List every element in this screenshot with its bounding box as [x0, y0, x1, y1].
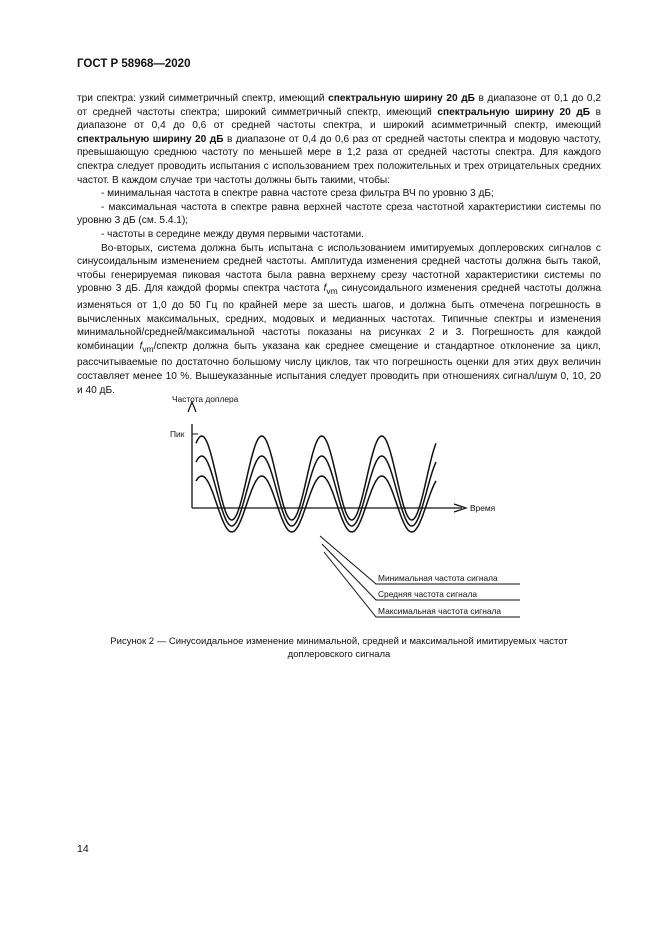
paragraph-sinusoidal — [77, 242, 601, 398]
page-number: 14 — [77, 843, 89, 855]
p1-bold-c: спектральную ширину 20 дБ — [77, 133, 224, 145]
peak-label: Пик — [170, 429, 185, 439]
legend-max: Максимальная частота сигнала — [378, 606, 502, 616]
p1-text-b: в диапазоне от 0,1 до 0,2 от средней частоты спектра; широкий симметричный спектр, имеющий — [77, 93, 602, 118]
caption-line-2: доплеровского сигнала — [287, 648, 391, 660]
p2-symbol-f2: f — [139, 340, 143, 352]
sinusoid-diagram — [150, 390, 530, 630]
figure-2 — [150, 390, 530, 630]
p1-text-c: в диапазоне от 0,4 до 0,6 от средней частоты спектра, и широкий асимметричный спектр, имеющий — [77, 106, 601, 132]
list-item-max: - максимальная частота в спектре равна верхней частоте среза частотной характеристики системы по уровню 3 дБ (см. 5.4.1); — [77, 201, 601, 227]
list-item-mid: - частоты в середине между двумя первыми частотами. — [101, 228, 364, 240]
p1-text-d: в диапазоне от 0,4 до 0,6 раз от средней частоты спектра и модовую частоту, превышающую среднюю частоту по меньшей мере в 1,2 раза от средней частоты спектра. Для каждого спектра следует проводить испытания с использованием трех положительных и трех отрицательных средних частот. В каждом случае три частоты должны быть такими, чтобы: — [77, 133, 602, 186]
p2-text-c: /спектр должна быть указана как среднее смещение и стандартное отклонение за цикл, рассчитываемые по достаточно большому числу циклов, так что погрешность оценки для этих двух величин составляет менее 10 %. Вышеуказанные испытания следует проводить при отношениях сигнал/шум 0, 10, 20 и 40 дБ. — [77, 340, 601, 396]
p2-symbol-sub: vm — [326, 286, 338, 297]
body-text — [77, 92, 601, 397]
document-header: ГОСТ Р 58968—2020 — [77, 58, 191, 70]
figure-caption — [77, 636, 601, 661]
p2-symbol-sub2: vm — [142, 343, 154, 354]
p1-bold-b: спектральную ширину 20 дБ — [437, 106, 591, 118]
p1-bold-a: спектральную ширину 20 дБ — [328, 93, 475, 104]
x-axis-label: Время — [470, 503, 496, 513]
p2-symbol-f: f — [323, 283, 327, 295]
list-item-min: - минимальная частота в спектре равна частоте среза фильтра ВЧ по уровню 3 дБ; — [101, 188, 494, 200]
p2-text-a: Во-вторых, система должна быть испытана с использованием имитируемых доплеровских сигналов с синусоидальным изменением средней частоты. Амплитуда изменения средней частоты должна быть такой, чтобы генерируемая пиковая частота была равна верхнему срезу частотной характеристики системы по уровню 3 дБ. Для каждой формы спектра частота — [77, 242, 601, 295]
caption-line-1: Рисунок 2 — Синусоидальное изменение минимальной, средней и максимальной имитируемых частот — [110, 636, 568, 647]
legend-min: Минимальная частота сигнала — [378, 573, 498, 583]
paragraph-spectra — [77, 92, 601, 187]
y-axis-label: Частота доплера — [172, 394, 239, 404]
legend-mean: Средняя частота сигнала — [378, 589, 477, 599]
p2-text-b: синусоидального изменения средней частоты должна изменяться от 1,0 до 50 Гц по крайней мере за шесть шагов, и должна быть отмечена погрешность в вычисленных максимальных, средних, модовых и медианных частотах. Типичные спектры и изменения минимальной/средней/максимальной частоты показаны на рисунках 2 и 3. Погрешность для каждой комбинации — [77, 283, 601, 352]
p1-text-a: три спектра: узкий симметричный спектр, имеющий — [77, 93, 329, 104]
